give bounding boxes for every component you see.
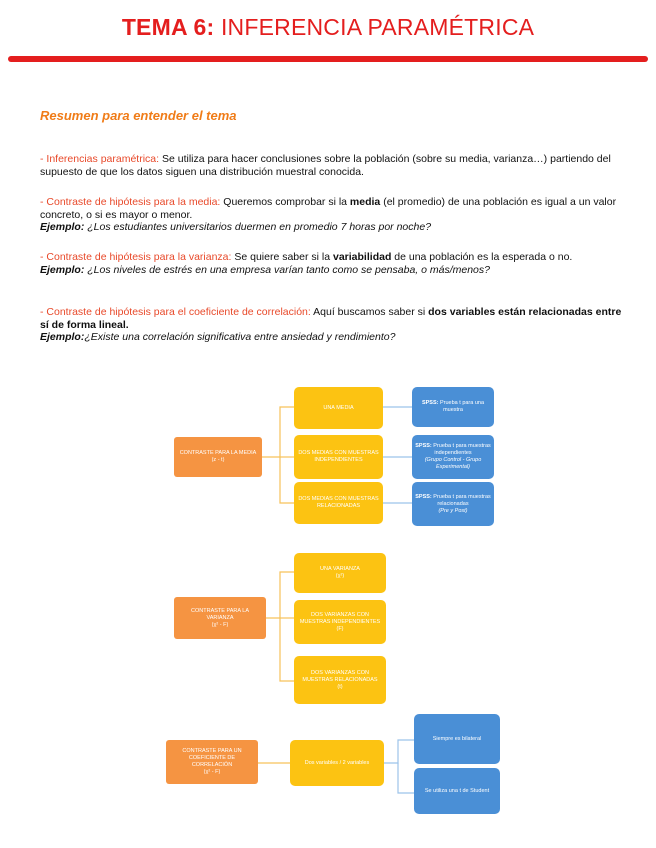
paragraph-varianza: - Contraste de hipótesis para la varianza: Se quiere saber si la variabilidad de una población es la esperada o no. Ejemplo: ¿Los niveles de estrés en una empresa varían tanto como se pensaba, o más/menos? — [40, 251, 573, 276]
page-title: TEMA 6: INFERENCIA PARAMÉTRICA — [121, 14, 535, 40]
spss-related-box: SPSS: Prueba t para muestras relacionadas (Pre y Post) — [412, 482, 494, 526]
two-variances-related-box: DOS VARIANZAS CON MUESTRAS RELACIONADAS (t) — [294, 656, 386, 704]
two-variables-box: Dos variables / 2 variables — [290, 740, 384, 786]
connector-line — [262, 407, 294, 457]
t-student-box: Se utiliza una t de Student — [414, 768, 500, 814]
one-mean-box: UNA MEDIA — [294, 387, 383, 429]
two-means-independent-box: DOS MEDIAS CON MUESTRAS INDEPENDIENTES — [294, 435, 383, 479]
paragraph-media: - Contraste de hipótesis para la media: Queremos comprobar si la media (el promedio) de una población es igual a un valor concreto, o si es mayor o menor. Ejemplo: ¿Los estudiantes universitarios duermen en promedio 7 horas por noche? — [40, 196, 617, 233]
connector-line — [398, 763, 414, 793]
connector-line — [280, 618, 294, 681]
two-variances-independent-box: DOS VARIANZAS CON MUESTRAS INDEPENDIENTES (F) — [294, 600, 386, 644]
summary-heading: Resumen para entender el tema — [40, 108, 237, 123]
connector-line — [280, 457, 294, 503]
connector-line — [384, 740, 414, 763]
bilateral-box: Siempre es bilateral — [414, 714, 500, 764]
spss-one-sample-box: SPSS: Prueba t para una muestra — [412, 387, 494, 427]
two-means-related-box: DOS MEDIAS CON MUESTRAS RELACIONADAS — [294, 482, 383, 524]
correlation-contrast-box: CONTRASTE PARA UN COEFICIENTE DE CORRELACIÓN (χ² - F) — [166, 740, 258, 784]
spss-independent-box: SPSS: Prueba t para muestras independientes (Grupo Control - Grupo Experimental) — [412, 435, 494, 479]
varianza-contrast-box: CONTRASTE PARA LA VARIANZA (χ² - F) — [174, 597, 266, 639]
paragraph-inferencia: - Inferencias paramétrica: Se utiliza para hacer conclusiones sobre la población (sobre su media, varianza…) partiendo del supuesto de que los datos siguen una distribución muestral conocida. — [40, 153, 611, 178]
media-contrast-box: CONTRASTE PARA LA MEDIA (z - t) — [174, 437, 262, 477]
one-variance-box: UNA VARIANZA (χ²) — [294, 553, 386, 593]
paragraph-correlacion: - Contraste de hipótesis para el coeficiente de correlación: Aquí buscamos saber si dos variables están relacionadas entre sí de forma lineal. Ejemplo:¿Existe una correlación significativa entre ansiedad y rendimiento? — [40, 306, 622, 343]
connector-line — [266, 572, 294, 618]
